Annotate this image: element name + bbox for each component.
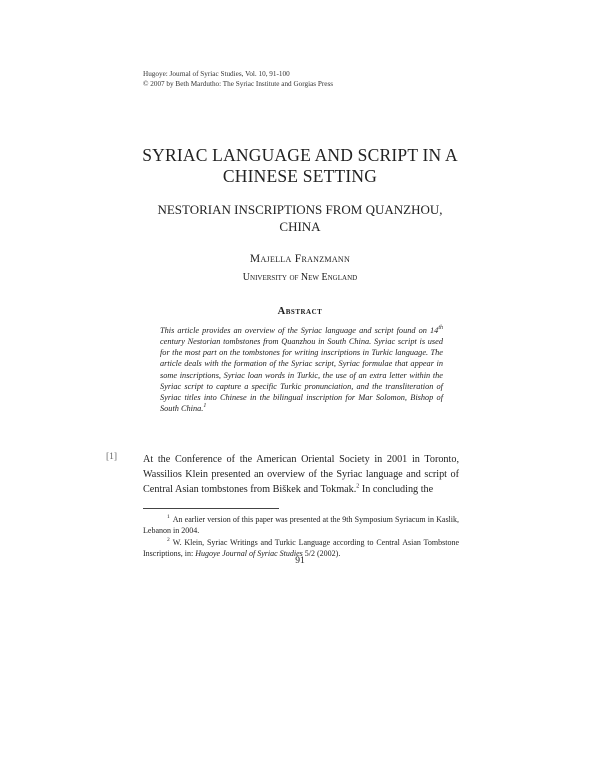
journal-header — [143, 70, 463, 89]
copyright-line: © 2007 by Beth Mardutho: The Syriac Institute and Gorgias Press — [143, 79, 334, 88]
abstract-text — [160, 325, 443, 414]
footnote-2-number: 2 — [167, 537, 170, 544]
body-paragraph — [143, 452, 459, 497]
paragraph-text-part-2: In concluding the — [359, 484, 434, 495]
footnote-1-text: An earlier version of this paper was presented at the 9th Symposium Syriacum in Kaslik, Lebanon in 2004. — [143, 515, 459, 535]
footnote-1 — [143, 514, 459, 536]
abstract-text-part-1: This article provides an overview of the Syriac language and script found on 14 — [160, 326, 439, 335]
article-title — [110, 145, 490, 187]
footnote-1-number: 1 — [167, 514, 170, 521]
journal-citation: Hugoye: Journal of Syriac Studies, Vol. 10, 91-100 — [143, 70, 290, 78]
page-number: 91 — [295, 556, 305, 566]
title-line-2: CHINESE SETTING — [222, 166, 378, 186]
article-subtitle — [120, 201, 480, 235]
footnote-ref-1[interactable]: 1 — [203, 403, 207, 410]
author-affiliation: University of New England — [242, 272, 358, 283]
abstract-heading: Abstract — [277, 306, 323, 317]
footnote-2-journal-title: Hugoye Journal of Syriac Studies — [195, 549, 303, 558]
paragraph-text-part-1: At the Conference of the American Oriental Society in 2001 in Toronto, Wassilios Klein presented an overview of the Syriac language and script of Central Asian tombstones from Biškek and Tokmak. — [143, 454, 459, 495]
footnote-ref-2[interactable]: 2 — [356, 483, 360, 490]
footnote-divider — [143, 508, 279, 509]
abstract-text-part-2: century Nestorian tombstones from Quanzhou in South China. Syriac script is used for the most part on the tombstones for writing inscriptions in Turkic language. The article deals with the formation of the Syriac script, Syriac formulae that appear in some inscriptions, Syriac loan words in Turkic, the use of an extra letter within the Syriac script to capture a specific Turkic pronunciation, and the transliteration of Syriac titles into Chinese in the bilingual inscription for Mar Solomon, Bishop of South China. — [160, 337, 443, 414]
footnote-2-text-part-2: 5/2 (2002). — [302, 549, 341, 558]
subtitle-line-1: NESTORIAN INSCRIPTIONS FROM QUANZHOU, — [157, 202, 443, 217]
subtitle-line-2: CHINA — [279, 219, 321, 234]
paragraph-number: [1] — [106, 452, 118, 462]
author-name: Majella Franzmann — [249, 253, 351, 265]
footnote-2-text-part-1: W. Klein, Syriac Writings and Turkic Language according to Central Asian Tombstone Inscriptions, in: — [143, 538, 459, 558]
title-line-1: SYRIAC LANGUAGE AND SCRIPT IN A — [142, 145, 458, 165]
ordinal-suffix: th — [438, 325, 443, 332]
